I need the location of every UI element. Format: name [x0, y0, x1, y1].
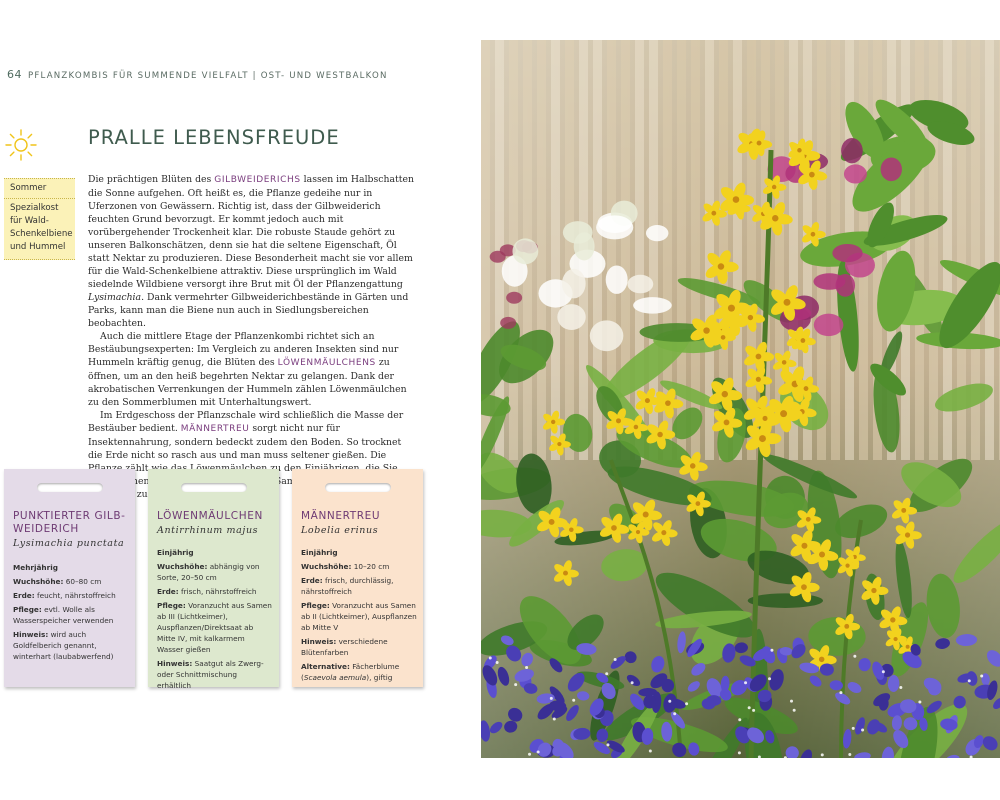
plant-name: LÖWENMÄULCHEN [157, 510, 263, 522]
height-label: Wuchshöhe: [301, 562, 352, 571]
side-note-season: Sommer [4, 179, 75, 199]
side-note [4, 178, 75, 260]
height-value: abhängig von Sorte, 20–50 cm [157, 562, 260, 582]
card-title [13, 510, 127, 550]
hang-hole [325, 483, 391, 492]
soil-label: Erde: [157, 587, 179, 596]
latin-term: Lysimachia [88, 292, 142, 303]
hang-hole [37, 483, 103, 492]
note-label: Hinweis: [301, 637, 337, 646]
text-run: zu öffnen, um an den heiß begehrten Nektar zu gelangen. Dank der akrobatischen Verrenkungen der Hummeln zählen Löwenmäulchen zu den Sommerblumen mit Unterhaltungswert. [88, 357, 407, 408]
hang-hole [181, 483, 247, 492]
care-label: Pflege: [13, 605, 42, 614]
note-value: verschiedene Blütenfarben [301, 637, 388, 657]
text-run: Auch die mittlere Etage der Pflanzenkombi richtet sich an Bestäubungsexperten: Im Vergleich zu anderen Insekten sind nur Hummeln kräftig genug, die Blüten des [88, 331, 399, 368]
care-label: Pflege: [301, 601, 330, 610]
soil-value: frisch, durchlässig, nährstoffreich [301, 576, 394, 596]
alternative-latin: Scaevola aemula [303, 673, 367, 682]
running-header [7, 68, 388, 81]
lifecycle: Einjährig [301, 548, 338, 557]
card-info [301, 547, 417, 686]
alternative-label: Alternative: [301, 662, 350, 671]
height-label: Wuchshöhe: [157, 562, 208, 571]
note-value: Saatgut als Zwerg- oder Schnittmischung erhältlich [157, 659, 264, 690]
plant-card-loewenmaeulchen [148, 469, 279, 690]
note-label: Hinweis: [13, 630, 49, 639]
care-label: Pflege: [157, 601, 186, 610]
note-value: wird auch Goldfelberich genannt, winterhart (laubabwerfend) [13, 630, 114, 661]
care-value: evtl. Wolle als Wasserspeicher verwenden [13, 605, 114, 625]
height-label: Wuchshöhe: [13, 577, 64, 586]
soil-value: frisch, nährstoffreich [178, 587, 257, 596]
text-run: sorgt nicht nur für Insektennahrung, sondern bedeckt zudem den Boden. So trocknet die Erde nicht so rasch aus und man muss seltener gießen. Die zählt Samen zu [88, 423, 402, 500]
soil-value: feucht, nährstoffreich [34, 591, 116, 600]
latin-name: Lysimachia punctata [13, 538, 125, 549]
note-label: Hinweis: [157, 659, 193, 668]
text-run: Im Erdgeschoss der Pflanzschale wird schließlich die Masse der Bestäuber bedient. [88, 410, 404, 434]
page-title: PRALLE LEBENSFREUDE [88, 126, 340, 149]
side-note-text: Spezialkost für Wald-Schenkelbiene und Hummel [4, 199, 75, 260]
card-title [301, 510, 415, 537]
height-value: 10–20 cm [351, 562, 390, 571]
care-value: Voranzucht aus Samen ab II (Lichtkeimer), Auspflanzen ab Mitte V [301, 601, 417, 632]
text-run: . Dank vermehrter Gilbweiderichbestände in Gärten und Parks, kann man die Biene nun auch in Siedlungsbereichen beobachten. [88, 292, 409, 329]
soil-label: Erde: [301, 576, 323, 585]
body-text [88, 173, 414, 501]
plant-name: PUNKTIERTER GILB-WEIDERICH [13, 510, 126, 535]
latin-name: Antirrhinum majus [157, 525, 259, 536]
latin-name: Lobelia erinus [301, 525, 379, 536]
text-run: Die prächtigen Blüten des [88, 174, 215, 185]
plant-highlight-loewenmaeulchen: LÖWENMÄULCHENS [277, 358, 376, 368]
plant-card-maennertreu [292, 469, 423, 687]
lifecycle: Einjährig [157, 548, 194, 557]
paragraph-1 [88, 173, 414, 330]
alternative-value: Fächerblume ( [301, 662, 400, 682]
plant-photo-illustration [481, 40, 1000, 758]
page-number: 64 [7, 68, 22, 81]
plant-name: MÄNNERTREU [301, 510, 381, 522]
card-title [157, 510, 271, 537]
sun-icon [4, 128, 38, 162]
lifecycle: Mehrjährig [13, 563, 58, 572]
card-info [157, 547, 273, 694]
soil-label: Erde: [13, 591, 35, 600]
plant-photo [481, 40, 1000, 758]
paragraph-2 [88, 330, 414, 409]
plant-highlight-gilbweiderich: GILBWEIDERICHS [214, 175, 301, 185]
plant-highlight-maennertreu: MÄNNERTREU [180, 424, 250, 434]
text-run: lassen im Halbschatten die Sonne aufgehen. Oft heißt es, die Pflanze gedeihe nur in Uferzonen von Gewässern. Richtig ist, dass der Gilbweiderich feuchten Grund bevorzugt. Er kommt jedoch auch mit vorübergehender Trockenheit klar. Die robuste Staude gehört zu unseren Balkonschätzen, denn sie hat die seltene Eigenschaft, Öl statt Nektar zu produzieren. Diese Besonderheit macht sie vor allem für die Wald-Schenkelbiene attraktiv. Diese ursprünglich im Wald siedelnde Wildbiene versorgt ihre Brut mit Öl der Pflanzengattung [88, 174, 414, 290]
running-title: PFLANZKOMBIS FÜR SUMMENDE VIELFALT | OST- UND WESTBALKON [28, 71, 388, 81]
card-info [13, 562, 129, 665]
height-value: 60–80 cm [63, 577, 102, 586]
plant-card-gilbweiderich [4, 469, 135, 687]
alternative-value-end: ), giftig [366, 673, 393, 682]
care-value: Voranzucht aus Samen ab III (Lichtkeimer), Auspflanzen/Direktsaat ab Mitte IV, mit kalkarmem Wasser gießen [157, 601, 272, 654]
